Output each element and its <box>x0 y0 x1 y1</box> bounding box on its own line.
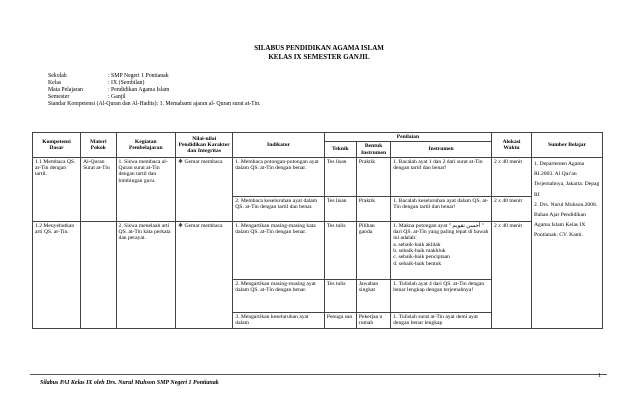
cell-nilai: ❖ Gemar membaca <box>176 157 233 221</box>
cell-materi: Al-Quran Surat at-Tin <box>81 157 116 221</box>
cell-instrumen: 1. Tulislah surat at-Tin ayat demi ayat dengan benar lengkap <box>391 312 492 328</box>
cell-teknik: Tes lisan <box>324 196 356 221</box>
header-teknik: Teknik <box>324 142 356 158</box>
info-label-sekolah: Sekolah <box>48 73 67 79</box>
standar-kompetensi: Standar Kompetensi (Al-Quran dan Al-Hadits): 1. Memahami ajaran al- Quran surat at-Tin. <box>48 101 261 107</box>
cell-indikator: 2. Membaca keseluruhan ayat dalam QS. at-Tin dengan tartil dan benar. <box>233 196 325 221</box>
cell-alokasi: 2 x 40 menit <box>491 157 531 196</box>
table-row <box>33 221 603 279</box>
footer-divider <box>30 374 607 375</box>
info-value-mapel: : Pendidikan Agama Islam <box>108 87 170 93</box>
cell-kegiatan: 2. Siswa menelaah arti QS. at-Tin kata perkata dan perayat. <box>116 221 176 328</box>
cell-indikator: 2. Mengartikan masing-masing ayat dalam QS. at-Tin dengan benar. <box>233 279 325 312</box>
cell-instrumen: 1. Tulislah ayat 4 dari QS. at-Tin dengan benar lengkap dengan terjemahnya! <box>391 279 492 312</box>
table-header-row <box>33 133 603 142</box>
header-alokasi: Alokasi Waktu <box>491 133 531 158</box>
cell-instrumen: 1. Bacalah ayat 1 dan 2 dari surat at-Tin dengan tartil dan benar! <box>391 157 492 196</box>
header-indikator: Indikator <box>233 133 325 158</box>
header-bentuk: Bentuk Instrumen <box>356 142 390 158</box>
info-value-kelas: : IX (Sembilan) <box>108 80 145 86</box>
header-kompetensi: Kompetensi Dasar <box>33 133 81 158</box>
header-kegiatan: Kegiatan Pembelajaran <box>116 133 176 158</box>
cell-indikator: 3. Mengartikan keseluruhan ayat dalam <box>233 312 325 328</box>
cell-teknik: Tes lisan <box>324 157 356 196</box>
header-instrumen: Instrumen <box>391 142 492 158</box>
cell-indikator: 1. Membaca potongan-potongan ayat dalam QS. at-Tin dengan benar. <box>233 157 325 196</box>
footer-text: Silabus PAI Kelas IX oleh Drs. Nurul Muhson SMP Negeri 1 Pontianak <box>40 380 219 386</box>
cell-bentuk: Pekerjaa n rumah <box>356 312 390 328</box>
cell-kompetensi: 1.2 Menyebutkan arti QS. at-Tin. <box>33 221 81 328</box>
cell-sumber-belajar: 1. Departemen Agama RI.2003. Al Qur'an Terjemahnya, Jakarta: Depag RI 2. Drs. Nurul Muhson.2008. Bahan Ajar Pendidikan Agama Islam Kelas IX Pontianak: CV. Kami. <box>531 157 602 328</box>
cell-indikator: 1. Mengartikan masing-masing kata dalam QS. at-Tin dengan benar. <box>233 221 325 279</box>
info-value-semester: : Ganjil <box>108 94 126 100</box>
document-subtitle: KELAS IX SEMESTER GANJIL <box>268 53 370 61</box>
info-label-semester: Semester <box>48 94 70 100</box>
header-materi: Materi Pokok <box>81 133 116 158</box>
cell-teknik: Penuga san <box>324 312 356 328</box>
cell-teknik: Tes tulis <box>324 279 356 312</box>
cell-instrumen: 1. Bacalah keseluruhan ayat dalam QS. at-Tin dengan tartil dan benar! <box>391 196 492 221</box>
table-row <box>33 157 603 196</box>
cell-bentuk: Praktik <box>356 196 390 221</box>
cell-nilai: ❖ Gemar membaca <box>176 221 233 328</box>
cell-kegiatan: 1. Siswa membaca al-Quran surat at-Tin dengan tartil dan bimbingan guru. <box>116 157 176 221</box>
cell-materi <box>81 221 116 328</box>
silabus-table <box>32 132 603 329</box>
info-label-kelas: Kelas <box>48 80 62 86</box>
document-title: SILABUS PENDIDIKAN AGAMA ISLAM <box>254 44 384 52</box>
cell-alokasi: 2 x 40 menit <box>491 221 531 328</box>
header-penilaian: Penilaian <box>324 133 491 142</box>
header-sumber: Sumber Belajar <box>531 133 602 158</box>
cell-instrumen: 1. Makna potongan ayat " أحسن تقويم " dari QS. at-Tin yang paling tepat di bawah ini adalah: a. sebaik-baik akhlak b. sebaik-baik makhluk c. sebaik-baik penciptaan d. sebaik-baik bentuk <box>391 221 492 279</box>
cell-bentuk: Jawaban singkat <box>356 279 390 312</box>
info-value-sekolah: : SMP Negeri 1 Pontianak <box>108 73 169 79</box>
cell-teknik: Tes tulis <box>324 221 356 279</box>
header-nilai: Nilai-nilai Pendidikan Karakter dan Integritas <box>176 133 233 158</box>
cell-alokasi: 2 x 40 menit <box>491 196 531 221</box>
page-number: 1 <box>598 373 601 379</box>
cell-bentuk: Pilihan ganda <box>356 221 390 279</box>
info-label-mapel: Mata Pelajaran <box>48 87 83 93</box>
cell-bentuk: Praktik <box>356 157 390 196</box>
cell-kompetensi: 1.1 Membaca QS. at-Tin dengan tartil. <box>33 157 81 221</box>
